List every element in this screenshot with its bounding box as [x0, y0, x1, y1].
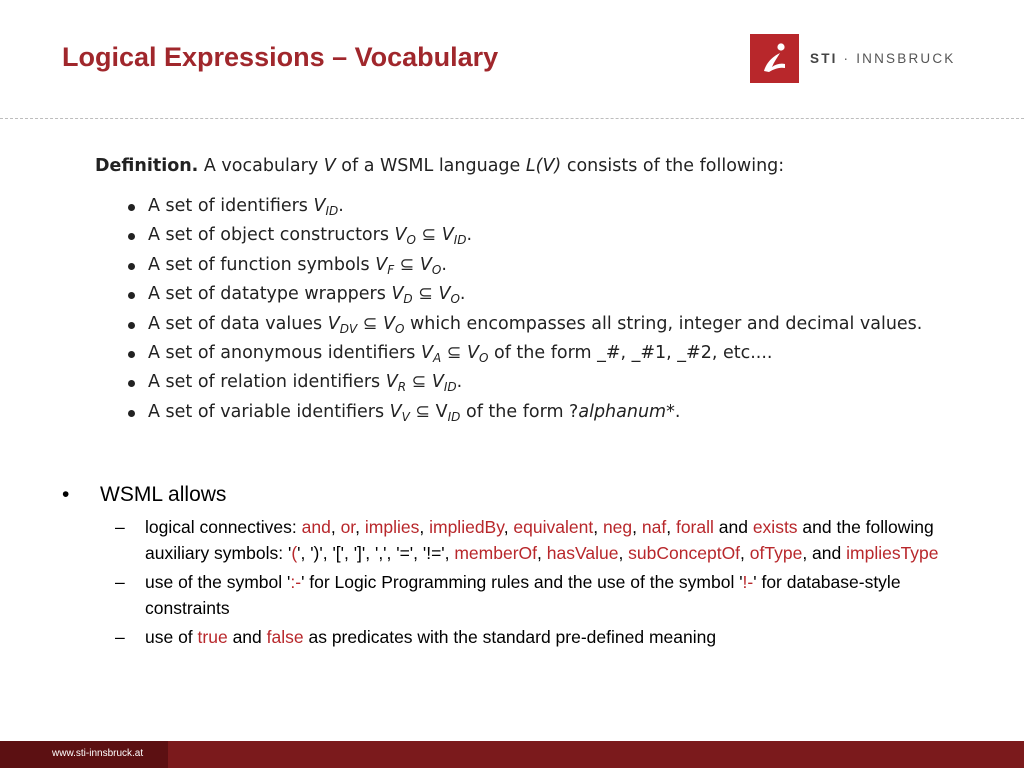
definition-item: A set of datatype wrappers $V_D$ ⊆ $V_O$. [95, 280, 975, 309]
sub-bullet-connectives: – logical connectives: and, or, implies, impliedBy, equivalent, neg, naf, forall and exists and the following auxiliary symbols: '(', ')', '[', ']', ',', '=', '!=', memberOf, hasValue, subConceptOf, ofType, and impliesType [115, 517, 939, 563]
definition-item: A set of identifiers $V_{ID}$. [95, 192, 975, 221]
sti-logo-text: STI · INNSBRUCK [810, 51, 956, 66]
definition-item: A set of anonymous identifiers $V_A$ ⊆ $V_O$ of the form _#, _#1, _#2, etc.... [95, 339, 975, 368]
bullet-marker: • [62, 483, 70, 506]
content-body [0, 480, 1024, 653]
sti-logo [750, 34, 956, 83]
definition-item: A set of function symbols $V_F$ ⊆ $V_O$. [95, 251, 975, 280]
sub-bullet-predicates: – use of true and false as predicates with the standard pre-defined meaning [115, 627, 717, 647]
bullet-heading: WSML allows [100, 483, 227, 506]
sub-bullet-symbols: – use of the symbol ':-' for Logic Programming rules and the use of the symbol '!-' for database-style constraints [115, 572, 901, 618]
definition-image [95, 156, 975, 427]
bullet-wsml-allows [0, 480, 1024, 510]
definition-item: A set of data values $V_{DV}$ ⊆ $V_O$ which encompasses all string, integer and decimal values. [95, 310, 975, 339]
definition-intro: Definition. A vocabulary V of a WSML language L(V) consists of the following: [95, 156, 785, 176]
sti-logo-icon [750, 34, 799, 83]
footer-bar [0, 741, 1024, 768]
sub-bullet-list [0, 514, 1024, 650]
footer-url-panel [0, 741, 168, 768]
definition-label: Definition. [95, 156, 199, 176]
footer-url[interactable]: www.sti-innsbruck.at [52, 748, 144, 759]
definition-list [95, 192, 975, 427]
page-title: Logical Expressions – Vocabulary [62, 42, 499, 72]
definition-item: A set of variable identifiers $V_V$ ⊆ $V_{ID}$ of the form ?alphanum*. [95, 398, 975, 427]
header-divider [0, 118, 1024, 119]
definition-item: A set of relation identifiers $V_R$ ⊆ $V_{ID}$. [95, 368, 975, 397]
definition-item: A set of object constructors $V_O$ ⊆ $V_{ID}$. [95, 221, 975, 250]
